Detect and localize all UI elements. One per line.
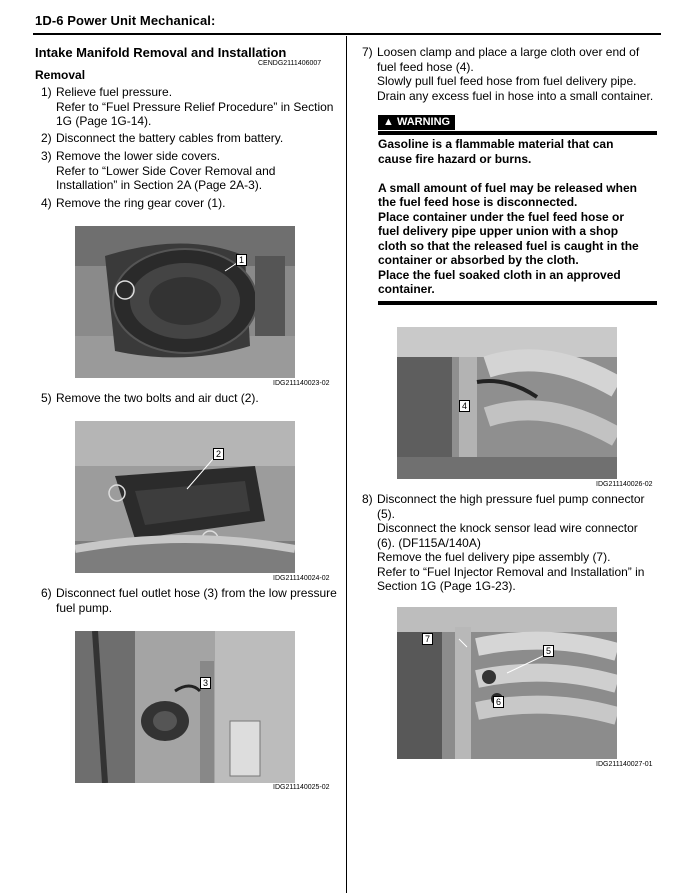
- warning-line: [378, 166, 639, 181]
- callout-1: 1: [236, 254, 247, 266]
- warning-line: container or absorbed by the cloth.: [378, 253, 579, 267]
- figure-fuel-outlet-hose: [75, 631, 295, 783]
- step-number: 5): [41, 391, 52, 405]
- step-line: Slowly pull fuel feed hose from fuel delivery pipe.: [377, 74, 637, 88]
- step-line: Loosen clamp and place a large cloth over end of: [377, 45, 640, 59]
- step-number: 6): [41, 586, 52, 600]
- warning-rule-bottom: [378, 301, 657, 305]
- warning-line: Gasoline is a flammable material that can: [378, 137, 614, 151]
- callout-7: 7: [422, 633, 433, 645]
- step-line: Remove the lower side covers.: [56, 149, 221, 163]
- step-line: Refer to “Lower Side Cover Removal and: [56, 163, 276, 178]
- step-line: (6). (DF115A/140A): [377, 535, 481, 550]
- step-line: Remove the ring gear cover (1).: [56, 196, 226, 210]
- figure-fuel-feed-hose: [397, 327, 617, 479]
- step-line: Disconnect the high pressure fuel pump connector: [377, 492, 645, 506]
- step-number: 3): [41, 149, 52, 163]
- fuel-delivery-pipe-photo: [397, 607, 617, 759]
- step-line: Refer to “Fuel Injector Removal and Installation” in: [377, 564, 645, 579]
- column-divider: [346, 36, 347, 893]
- figure-caption: IDG211140027-01: [596, 761, 653, 768]
- step-line: Drain any excess fuel in hose into a small container.: [377, 88, 654, 103]
- step-number: 7): [362, 45, 373, 59]
- step-line: Disconnect the knock sensor lead wire connector: [377, 521, 638, 535]
- step-line: Disconnect the battery cables from battery.: [56, 131, 284, 145]
- warning-line: the fuel feed hose is disconnected.: [378, 195, 578, 209]
- step-line: fuel pump.: [56, 600, 113, 615]
- warning-triangle-icon: ▲: [383, 116, 394, 128]
- step-number: 1): [41, 85, 52, 99]
- warning-rule-top: [378, 131, 657, 135]
- callout-3: 3: [200, 677, 211, 689]
- step-line: Installation” in Section 2A (Page 2A-3).: [56, 178, 263, 192]
- callout-5: 5: [543, 645, 554, 657]
- step-line: 1G (Page 1G-14).: [56, 114, 152, 128]
- fuel-outlet-hose-photo: [75, 631, 295, 783]
- step-line: Relieve fuel pressure.: [56, 85, 173, 99]
- figure-caption: IDG211140024-02: [273, 575, 330, 582]
- warning-line: A small amount of fuel may be released when: [378, 180, 637, 195]
- subsection-title: Removal: [35, 68, 86, 82]
- step-number: 8): [362, 492, 373, 506]
- header-rule: [33, 33, 661, 35]
- figure-caption: IDG211140023-02: [273, 380, 330, 387]
- warning-line: container.: [378, 282, 435, 296]
- figure-air-duct: [75, 421, 295, 573]
- callout-6: 6: [493, 696, 504, 708]
- section-code: CENDG2111406007: [258, 60, 322, 67]
- warning-line: Place the fuel soaked cloth in an approved: [378, 267, 621, 282]
- step-line: fuel feed hose (4).: [377, 59, 474, 74]
- step-line: Remove the two bolts and air duct (2).: [56, 391, 259, 405]
- step-number: 4): [41, 196, 52, 210]
- figure-caption: IDG211140026-02: [596, 481, 653, 488]
- warning-body: [378, 137, 639, 297]
- callout-4: 4: [459, 400, 470, 412]
- callout-2: 2: [213, 448, 224, 460]
- warning-label: WARNING: [396, 116, 451, 128]
- warning-line: Place container under the fuel feed hose or: [378, 209, 625, 224]
- figure-caption: IDG211140025-02: [273, 784, 330, 791]
- step-line: Refer to “Fuel Pressure Relief Procedure” in Section: [56, 99, 334, 114]
- step-number: 2): [41, 131, 52, 145]
- step-line: Remove the fuel delivery pipe assembly (7).: [377, 550, 611, 564]
- ring-gear-cover-photo: [75, 226, 295, 378]
- step-line: (5).: [377, 506, 395, 521]
- section-title: Intake Manifold Removal and Installation: [35, 45, 287, 60]
- fuel-feed-hose-photo: [397, 327, 617, 479]
- air-duct-photo: [75, 421, 295, 573]
- figure-fuel-delivery-pipe: [397, 607, 617, 759]
- warning-line: cloth so that the released fuel is caught in the: [378, 238, 639, 253]
- warning-line: cause fire hazard or burns.: [378, 151, 532, 166]
- figure-ring-gear-cover: [75, 226, 295, 378]
- step-line: Disconnect fuel outlet hose (3) from the low pressure: [56, 586, 337, 600]
- step-line: Section 1G (Page 1G-23).: [377, 579, 516, 593]
- warning-badge: [378, 115, 455, 130]
- page-header: 1D-6 Power Unit Mechanical:: [35, 13, 216, 28]
- warning-line: fuel delivery pipe upper union with a shop: [378, 224, 619, 238]
